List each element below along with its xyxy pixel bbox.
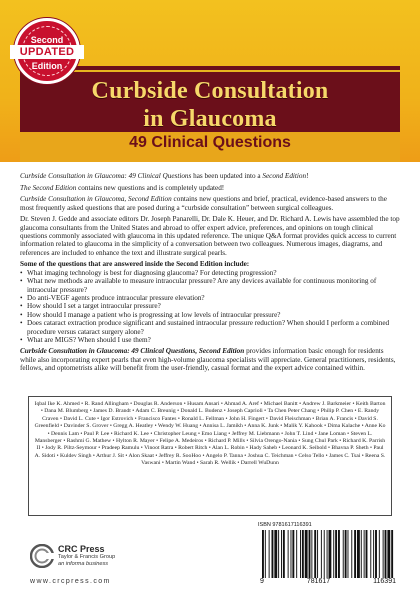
crc-logo-icon xyxy=(30,544,54,568)
publisher-tagline: an informa business xyxy=(58,561,109,567)
intro-mid: has been updated into a xyxy=(191,172,263,180)
contributors-box xyxy=(28,396,392,516)
second-paragraph xyxy=(20,184,400,192)
barcode-bar xyxy=(314,530,316,578)
barcode-bar xyxy=(357,530,360,578)
book-title-line1: Curbside Consultation xyxy=(91,78,329,104)
isbn-label: ISBN 9781617116391 xyxy=(258,522,312,528)
question-list xyxy=(20,269,400,345)
badge-mid-text: UPDATED xyxy=(10,45,84,59)
barcode-digits xyxy=(256,578,400,585)
barcode-bar xyxy=(291,530,292,578)
third-paragraph xyxy=(20,195,400,212)
barcode-bar xyxy=(305,530,308,578)
barcode-bar xyxy=(364,530,365,578)
barcode-bar xyxy=(343,530,344,578)
question-item: • How should I manage a patient who is progressing at low levels of intraocular pressure? xyxy=(20,311,400,319)
barcode-bar xyxy=(379,530,380,578)
barcode-bar xyxy=(345,530,347,578)
title-rule-top xyxy=(20,70,400,72)
closing-paragraph xyxy=(20,347,400,372)
intro-edition: Second Edition xyxy=(262,172,307,180)
barcode-bar xyxy=(366,530,368,578)
barcode-bar xyxy=(335,530,337,578)
description-text xyxy=(20,172,400,376)
barcode-digit-lead: 9 xyxy=(260,578,264,585)
barcode-bar xyxy=(333,530,334,578)
barcode-bars xyxy=(256,530,400,578)
badge-bottom-text: Edition xyxy=(31,61,63,71)
editors-paragraph: Dr. Steven J. Gedde and associate editors Dr. Joseph Panarelli, Dr. Dale K. Heuer, and Dr. Richard A. Lewis have assembled the top glaucoma consultants from the United States and abroad to offer expert advice, preferences, and opinions on tough clinical questions commonly associated with glaucoma in this updated reference. The unique Q&A format provides quick access to current information related to glaucoma in the simplicity of a conversation between two colleagues. Numerous images, diagrams, and references are included to enhance the text and illustrate surgical pearls. xyxy=(20,215,400,257)
closing-rest: provides information basic enough for residents while also incorporating expert pearls that even high-volume glaucoma specialists will appreciate. General practitioners, residents, fellows, and optometrists alike will benefit from the user-friendly, casual format and the expert advice contained within. xyxy=(20,347,396,373)
barcode-bar xyxy=(309,530,311,578)
barcode-bar xyxy=(387,530,390,578)
book-subtitle: 49 Clinical Questions xyxy=(129,134,291,151)
barcode-bar xyxy=(296,530,297,578)
barcode-digit-group-2: 116391 xyxy=(373,578,396,585)
publisher-name: CRC Press xyxy=(58,544,105,554)
barcode-bar xyxy=(274,530,277,578)
barcode-bar xyxy=(283,530,285,578)
intro-title: Curbside Consultation in Glaucoma: 49 Clinical Questions xyxy=(20,172,192,180)
publisher-group: Taylor & Francis Group xyxy=(58,554,116,560)
barcode-bar xyxy=(278,530,279,578)
badge-top-text: Second xyxy=(30,35,64,45)
barcode-bar xyxy=(327,530,328,578)
barcode-bar xyxy=(272,530,274,578)
question-item: • Does cataract extraction produce significant and sustained intraocular pressure reduction? When should I perform a combined procedure versus cataract surgery alone? xyxy=(20,319,400,336)
barcode-bar xyxy=(348,530,349,578)
book-title-line2: in Glaucoma xyxy=(143,106,277,132)
question-item: • What new methods are available to measure intraocular pressure? Are any devices available for continuous monitoring of intraocular pressure? xyxy=(20,277,400,294)
barcode-bar xyxy=(317,530,318,578)
third-title: Curbside Consultation in Glaucoma, Second Edition xyxy=(20,195,172,204)
barcode-bar xyxy=(269,530,270,578)
second-edition-label: The Second Edition xyxy=(20,183,77,192)
third-rest: contains new questions and brief, practical, evidence-based answers to the most frequently asked questions that are posed during a “curbside consultation” between surgical colleagues. xyxy=(20,195,387,212)
barcode-bar xyxy=(329,530,332,578)
barcode-bar xyxy=(338,530,340,578)
barcode-bar xyxy=(302,530,304,578)
barcode-digit-group-1: 781617 xyxy=(306,578,331,585)
barcode-bar xyxy=(288,530,289,578)
closing-title: Curbside Consultation in Glaucoma: 49 Clinical Questions, Second Edition xyxy=(20,347,245,356)
barcode-bar xyxy=(370,530,371,578)
barcode-bar xyxy=(354,530,356,578)
barcode-bar xyxy=(375,530,377,578)
barcode xyxy=(256,530,400,578)
intro-end: ! xyxy=(306,172,309,180)
barcode-bar xyxy=(292,530,294,578)
barcode-bar xyxy=(300,530,301,578)
second-rest: contains new questions and is completely updated! xyxy=(76,183,225,192)
intro-paragraph xyxy=(20,172,400,180)
question-item: • How should I set a target intraocular pressure? xyxy=(20,302,400,310)
barcode-bar xyxy=(373,530,374,578)
question-item: • Do anti-VEGF agents produce intraocular pressure elevation? xyxy=(20,294,400,302)
barcode-bar xyxy=(324,530,325,578)
barcode-bar xyxy=(281,530,282,578)
barcode-bar xyxy=(262,530,264,578)
question-item: • What are MIGS? When should I use them? xyxy=(20,336,400,344)
barcode-bar xyxy=(265,530,266,578)
questions-heading: Some of the questions that are answered inside the Second Edition include: xyxy=(20,260,250,269)
publisher-url: www.crcpress.com xyxy=(30,578,111,585)
barcode-bar xyxy=(385,530,387,578)
barcode-bar xyxy=(311,530,312,578)
barcode-bar xyxy=(361,530,362,578)
contributors-list: Iqbal Ike K. Ahmed • R. Rand Allingham • Douglas R. Anderson • Husam Ansari • Ahmad A. Aref • Michael Banitt • Andrew J. Barkmeier • Keith Barton • Dana M. Blumberg • James D. Brandt • Adam C. Breunig • Donald L. Budenz • Joseph Caprioli • Ta Chen Peter Chang • Philip P. Chen • E. Randy Craven • David L. Cute • Igor Estrovich • Francisco Fantes • Ronald L. Fellman • John H. Fingert • David Fleischman • Brian A. Francis • David S. Greenfield • Davinder S. Grover • Gregg A. Heatley • Wendy W. Huang • Annisa L. Jamikh • Anna K. Junk • Malik Y. Kahook • Dima Kalache • Anne Ko • Dennis Lam • Paul P. Lee • Richard K. Lee • Christopher Leung • Emo Liang • Jeffrey M. Liebmann • John T. Lind • Jane Loman • Steven L. Mansberger • Rashmi G. Mathew • Hylton R. Mayer • Felipe A. Medeiros • Richard P. Mills • Silvia Orengo-Nania • Sung Chul Park • Richard K. Parrish II • Jody R. Piltz-Seymour • Pradeep Ramulu • Vinoot Ratra • Robert Ritch • Alan L. Robin • Hady Saheb • Leonard K. Seibold • Bhavna P. Sheth • Paul A. Sidoti • Kuldev Singh • Arthur J. Sit • Alon Skaat • Jeffrey R. SooHoo • Angelo P. Tanna • Joshua C. Teichman • Celso Tello • James C. Tsai • Reena S. Vaswani • Martin Wand • Sarah R. Wellik • Darrell WuDunn xyxy=(34,401,386,467)
barcode-bar xyxy=(321,530,322,578)
edition-badge xyxy=(14,18,80,84)
barcode-bar xyxy=(383,530,384,578)
question-item: • What imaging technology is best for diagnosing glaucoma? For detecting progression? xyxy=(20,269,400,277)
barcode-bar xyxy=(351,530,352,578)
barcode-bar xyxy=(391,530,393,578)
